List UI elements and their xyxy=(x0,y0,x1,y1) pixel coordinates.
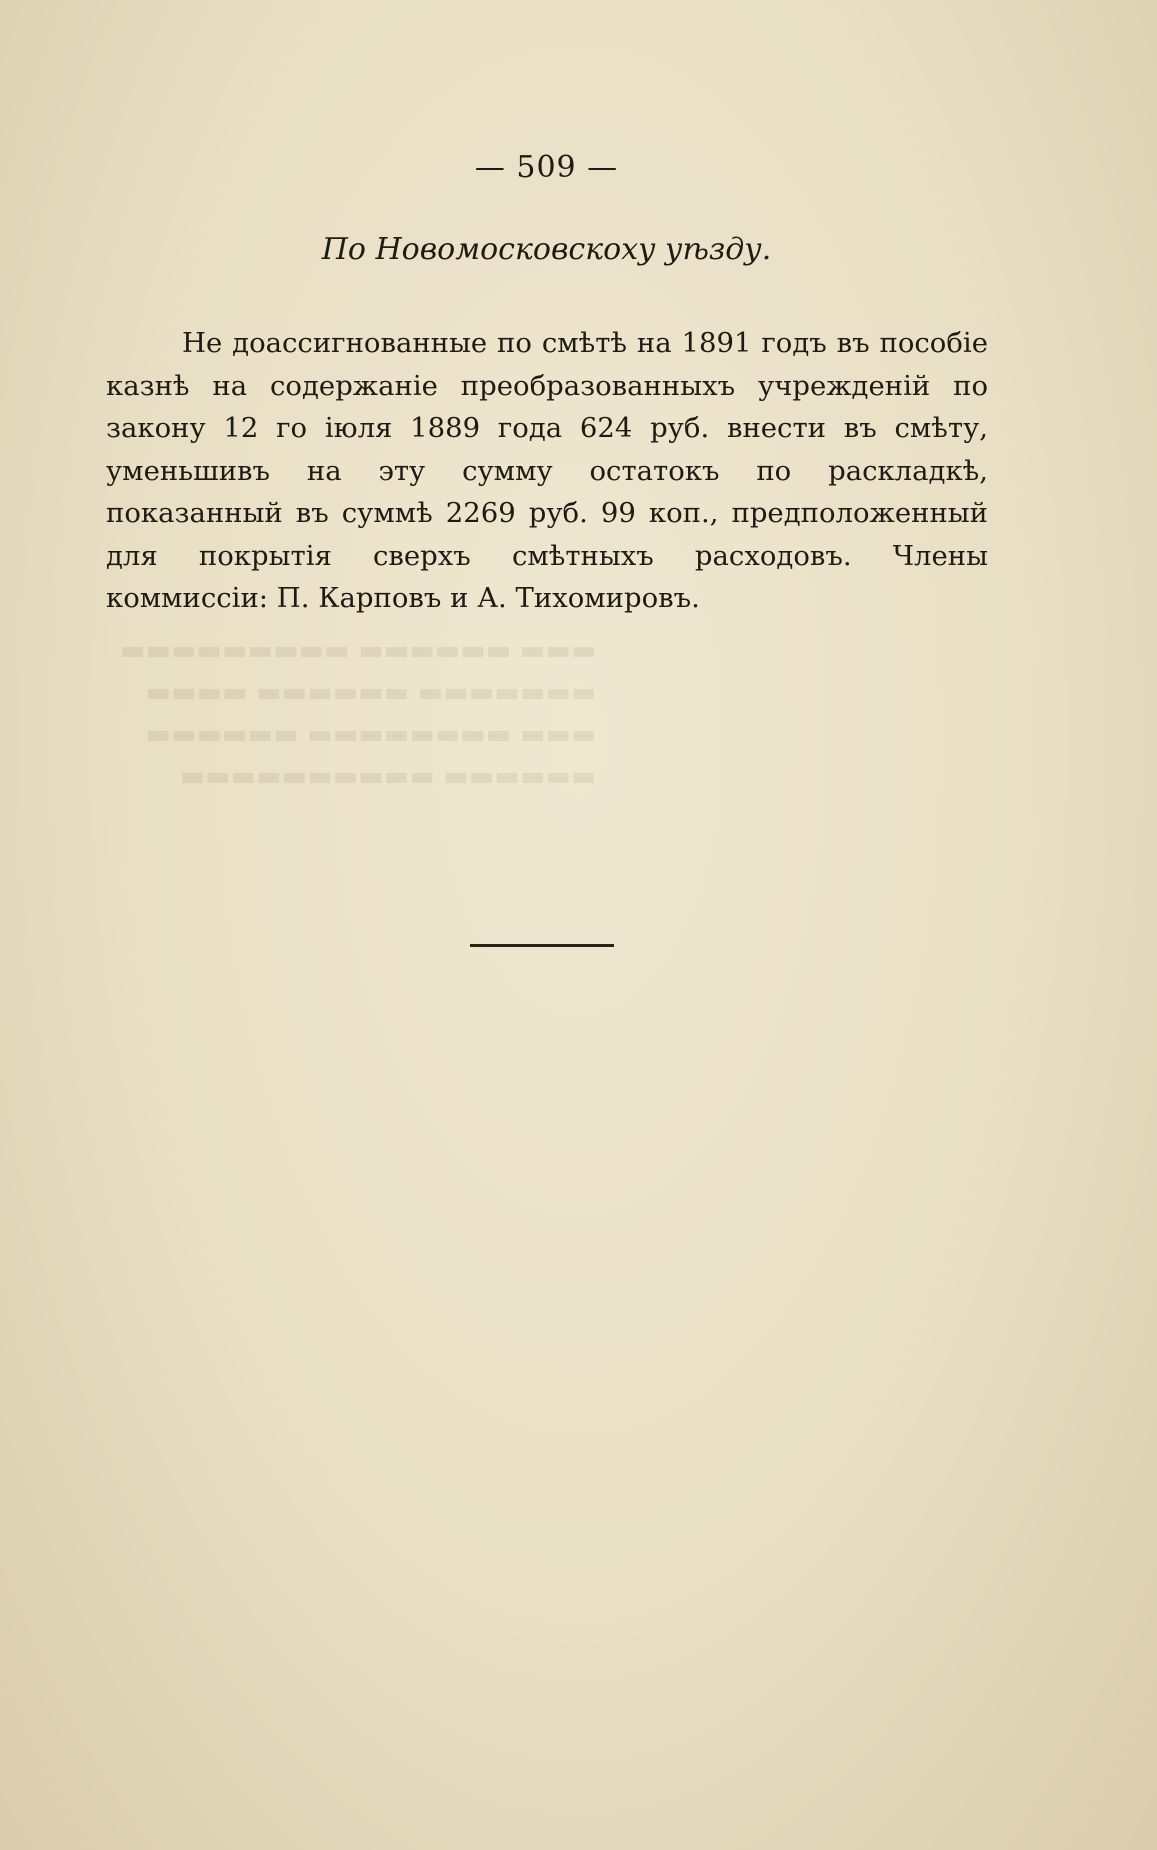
page-number: — 509 — xyxy=(474,150,619,185)
section-heading: По Новомосковскоху уѣзду. xyxy=(321,232,772,267)
body-paragraph: Не доассигнованные по смѣтѣ на 1891 годъ въ пособіе казнѣ на содержаніе преобразованныхъ учрежденій по закону 12 го іюля 1889 года 624 руб. внести въ смѣту, уменьшивъ на эту сумму остатокъ по раскладкѣ, показанный въ суммѣ 2269 руб. 99 коп., предположенный для покрытія сверхъ смѣтныхъ расходовъ. Члены коммиссіи: П. Карповъ и А. Тихомировъ. xyxy=(106,327,988,614)
section-separator-rule xyxy=(470,944,614,947)
bleed-through-ghost-text: ▬▬▬ ▬▬▬▬▬▬ ▬▬▬▬▬▬▬▬▬ ▬▬▬▬▬▬▬ ▬▬▬▬▬▬ ▬▬▬▬ ▬▬▬ ▬▬▬▬▬▬▬▬ ▬▬▬▬▬▬ ▬▬▬▬▬▬ ▬▬▬▬▬▬▬▬▬▬ xyxy=(120,635,597,792)
